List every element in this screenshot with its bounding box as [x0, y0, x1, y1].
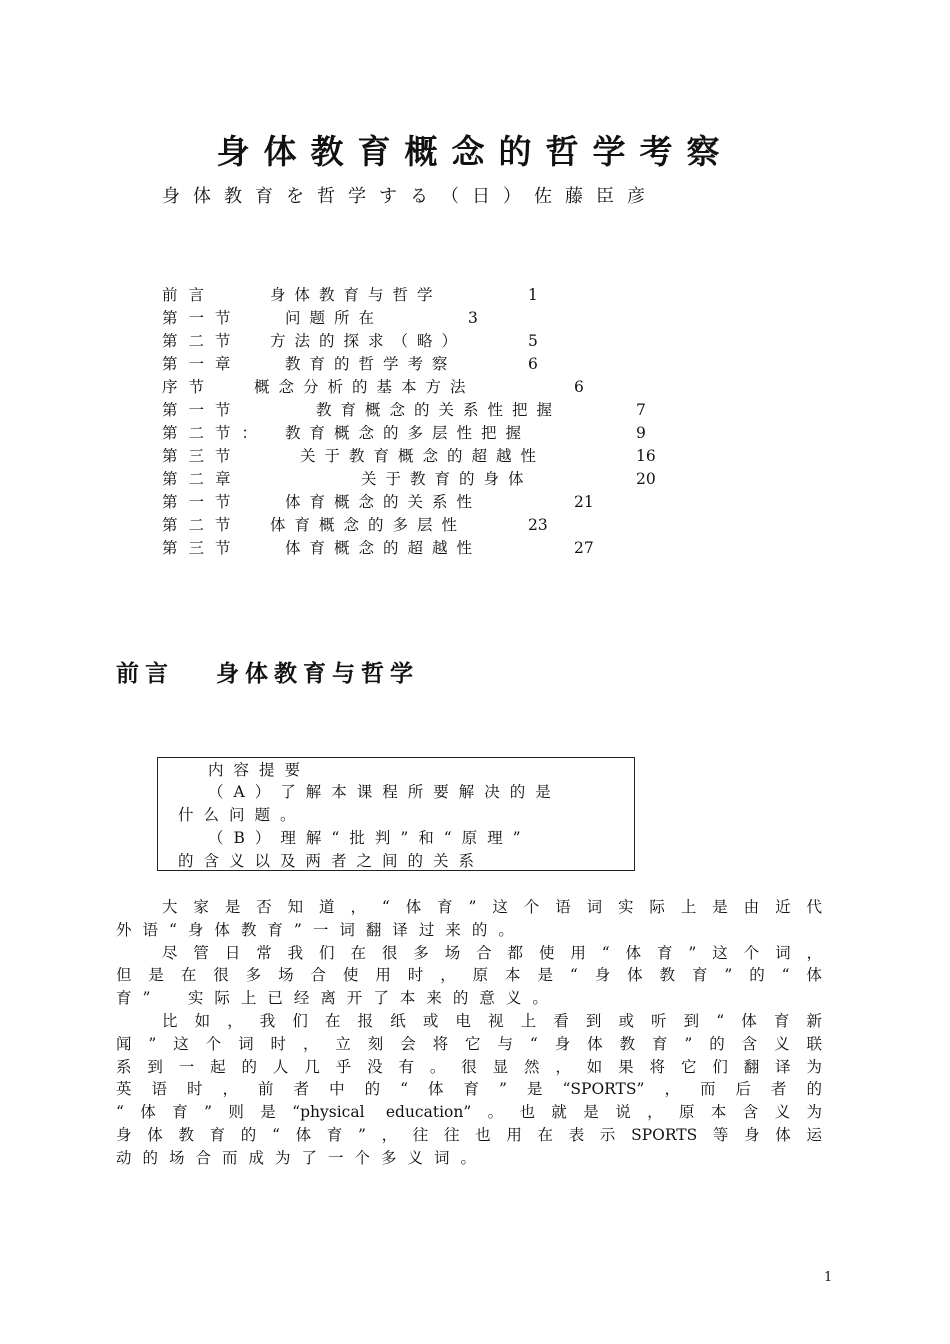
summary-item-b: （B）理解“批判”和“原理” — [208, 829, 531, 847]
body-line: 比如，我们在报纸或电视上看到或听到“体育新 — [162, 1011, 822, 1030]
toc-page: 1 — [528, 286, 538, 304]
toc-title: 身体教育与哲学 — [270, 286, 442, 304]
summary-heading: 内容提要 — [208, 761, 311, 779]
toc-title: 教育概念的多层性把握 — [285, 424, 531, 442]
body-line: 但是在很多场合使用时，原本是“身体教育”的“体 — [116, 966, 822, 985]
summary-item-a: （A）了解本课程所要解决的是 — [208, 783, 561, 801]
toc-label: 序节 — [162, 378, 216, 396]
toc-page: 5 — [528, 332, 538, 350]
body-line: 外语“身体教育”一词翻译过来的。 — [116, 920, 525, 939]
body-line: 育” 实际上已经离开了本来的意义。 — [116, 989, 559, 1008]
toc-label: 第一节 — [162, 493, 242, 511]
toc-page: 16 — [636, 447, 656, 465]
toc-page: 6 — [528, 355, 538, 373]
section-heading — [116, 655, 419, 688]
toc-label: 第三节 — [162, 447, 242, 465]
toc-title: 体育概念的关系性 — [285, 493, 482, 511]
toc-label: 第二章 — [162, 470, 242, 488]
toc-page: 3 — [468, 309, 478, 327]
toc-page: 23 — [528, 516, 548, 534]
toc-title: 教育概念的关系性把握 — [316, 401, 562, 419]
body-line: “体育”则是“physical education”。也就是说，原本含义为 — [116, 1103, 822, 1122]
toc-page: 9 — [636, 424, 646, 442]
summary-item-a-continued: 什么问题。 — [178, 806, 306, 824]
page-number: 1 — [824, 1270, 833, 1285]
toc-title: 概念分析的基本方法 — [254, 378, 475, 396]
toc-title: 教育的哲学考察 — [285, 355, 457, 373]
toc-label: 第二节 — [162, 516, 242, 534]
document-subtitle: 身体教育を哲学する（日）佐藤臣彦 — [162, 186, 658, 207]
toc-page: 20 — [636, 470, 656, 488]
body-text — [116, 896, 822, 1170]
summary-item-b-continued: 的含义以及两者之间的关系 — [178, 852, 485, 870]
toc-label: 第二节： — [162, 424, 269, 442]
body-line: 大家是否知道，“体育”这个语词实际上是由近代 — [162, 898, 822, 916]
body-line: 身体教育的“体育”，往往也用在表示SPORTS等身体运 — [116, 1125, 822, 1144]
toc-label: 第一章 — [162, 355, 242, 373]
toc-label: 第三节 — [162, 539, 242, 557]
toc-title: 体育概念的多层性 — [270, 516, 467, 534]
toc-label: 第一节 — [162, 309, 242, 327]
toc-label: 前言 — [162, 286, 216, 304]
summary-box — [157, 757, 635, 871]
toc-label: 第一节 — [162, 401, 242, 419]
document-title: 身体教育概念的哲学考察 — [216, 132, 734, 171]
toc-page: 7 — [636, 401, 646, 419]
toc-title: 问题所在 — [285, 309, 384, 327]
body-line: 英语时，前者中的“体育”是“SPORTS”，而后者的 — [116, 1080, 822, 1099]
toc-page: 27 — [574, 539, 594, 557]
toc-page: 21 — [574, 493, 594, 511]
toc-label: 第二节 — [162, 332, 242, 350]
body-line: 系到一起的人几乎没有。很显然，如果将它们翻译为 — [116, 1057, 822, 1076]
section-label: 前言 — [116, 661, 174, 687]
body-line: 闻”这个词时，立刻会将它与“身体教育”的含义联 — [116, 1034, 822, 1053]
toc-title: 体育概念的超越性 — [285, 539, 482, 557]
toc-title: 方法的探求（略） — [270, 332, 467, 350]
toc-title: 关于教育的身体 — [361, 470, 533, 488]
section-title: 身体教育与哲学 — [216, 661, 419, 687]
body-line: 尽管日常我们在很多场合都使用“体育”这个词， — [162, 943, 822, 962]
toc-page: 6 — [574, 378, 584, 396]
toc-title: 关于教育概念的超越性 — [300, 447, 546, 465]
body-line: 动的场合而成为了一个多义词。 — [116, 1148, 488, 1167]
